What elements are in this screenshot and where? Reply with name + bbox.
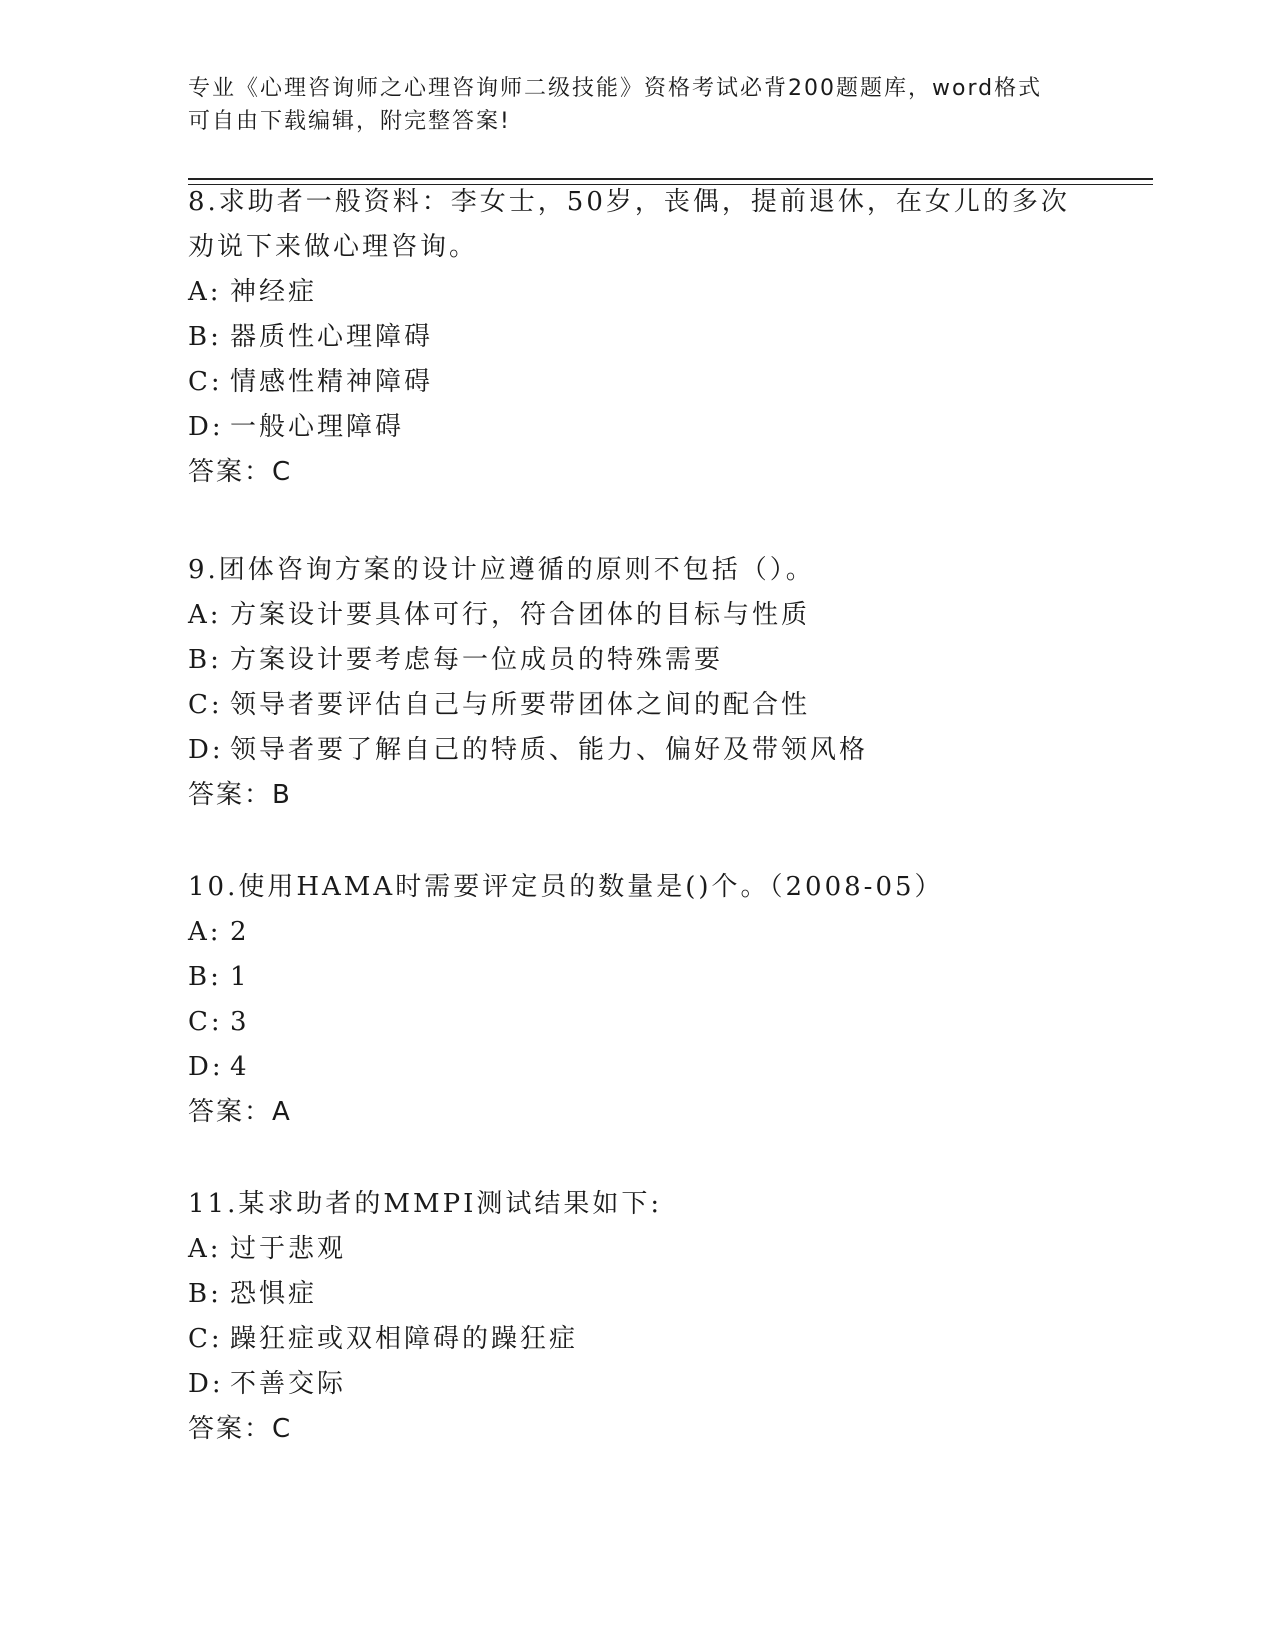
question-9 (188, 548, 1088, 818)
question-stem-line: 劝说下来做心理咨询。 (188, 232, 479, 262)
option-key: B: (188, 322, 222, 352)
question-stem-line: 11.某求助者的MMPI测试结果如下: (188, 1189, 663, 1219)
answer-line: 答案：C (188, 457, 293, 487)
option-b (188, 955, 1088, 1000)
option-key: B: (188, 645, 222, 675)
option-key: D: (188, 735, 224, 765)
header-line-1: 专业《心理咨询师之心理咨询师二级技能》资格考试必背200题题库，word格式 (188, 76, 1043, 101)
option-key: C: (188, 367, 223, 397)
option-key: D: (188, 412, 224, 442)
question-stem (188, 1182, 1088, 1227)
answer-line: 答案：C (188, 1414, 293, 1444)
option-b (188, 315, 1088, 360)
option-text: 领导者要评估自己与所要带团体之间的配合性 (230, 690, 811, 720)
option-a (188, 593, 1088, 638)
option-key: A: (188, 917, 222, 947)
option-key: B: (188, 1279, 222, 1309)
option-c (188, 1000, 1088, 1045)
option-a (188, 910, 1088, 955)
question-stem-line: 10.使用HAMA时需要评定员的数量是()个。（2008-05） (188, 872, 944, 902)
option-text: 1 (230, 962, 250, 992)
option-key: B: (188, 962, 222, 992)
option-d (188, 1362, 1088, 1407)
question-8 (188, 180, 1088, 495)
option-d (188, 405, 1088, 450)
option-text: 方案设计要具体可行，符合团体的目标与性质 (230, 600, 811, 630)
question-10 (188, 865, 1088, 1135)
option-b (188, 1272, 1088, 1317)
question-stem-line: 8.求助者一般资料：李女士，50岁，丧偶，提前退休，在女儿的多次 (188, 187, 1070, 217)
option-c (188, 1317, 1088, 1362)
answer-line: 答案：B (188, 780, 292, 810)
option-a (188, 270, 1088, 315)
option-key: A: (188, 277, 222, 307)
option-text: 方案设计要考虑每一位成员的特殊需要 (230, 645, 724, 675)
option-text: 4 (230, 1052, 250, 1082)
answer-line: 答案：A (188, 1097, 292, 1127)
option-text: 一般心理障碍 (230, 412, 405, 442)
option-text: 3 (230, 1007, 250, 1037)
option-key: C: (188, 1007, 223, 1037)
question-stem (188, 865, 1088, 910)
option-key: D: (188, 1369, 224, 1399)
option-text: 躁狂症或双相障碍的躁狂症 (230, 1324, 579, 1354)
option-b (188, 638, 1088, 683)
question-stem (188, 180, 1088, 270)
option-text: 神经症 (230, 277, 318, 307)
option-text: 情感性精神障碍 (230, 367, 434, 397)
option-text: 恐惧症 (230, 1279, 318, 1309)
option-key: C: (188, 690, 223, 720)
question-stem (188, 548, 1088, 593)
option-text: 领导者要了解自己的特质、能力、偏好及带领风格 (230, 735, 869, 765)
option-key: A: (188, 1234, 222, 1264)
option-text: 过于悲观 (230, 1234, 347, 1264)
option-a (188, 1227, 1088, 1272)
question-stem-line: 9.团体咨询方案的设计应遵循的原则不包括（）。 (188, 555, 815, 585)
document-header (188, 72, 1088, 138)
option-text: 器质性心理障碍 (230, 322, 434, 352)
option-key: D: (188, 1052, 224, 1082)
header-line-2: 可自由下载编辑，附完整答案! (188, 109, 511, 134)
option-key: C: (188, 1324, 223, 1354)
option-key: A: (188, 600, 222, 630)
option-d (188, 728, 1088, 773)
question-11 (188, 1182, 1088, 1452)
option-d (188, 1045, 1088, 1090)
option-text: 不善交际 (230, 1369, 347, 1399)
option-c (188, 683, 1088, 728)
option-text: 2 (230, 917, 250, 947)
option-c (188, 360, 1088, 405)
